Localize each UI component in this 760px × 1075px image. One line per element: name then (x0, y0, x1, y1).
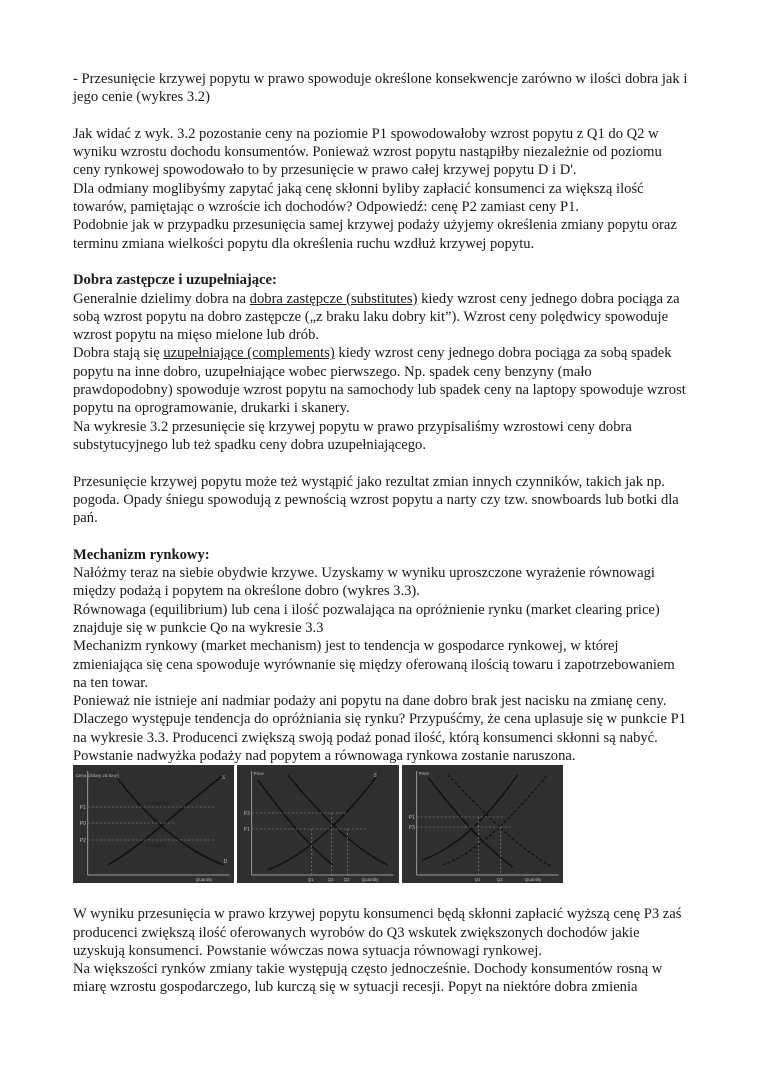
p3-label: P3 (408, 825, 415, 832)
intro-paragraph-4: Podobnie jak w przypadku przesunięcia samej krzywej podaży użyjemy określenia zmiany popytu oraz terminu zmiana wielkości popytu dla określenia ruchu wzdłuż krzywej popytu. (73, 217, 677, 252)
shortage-label: Niedobór (145, 843, 166, 850)
y-axis-label: Price (253, 771, 265, 777)
chart-panel-joint-shift (402, 765, 563, 883)
p1-label: P1 (79, 805, 86, 812)
mechanism-paragraph-5: Dlaczego występuje tendencja do opróżniania się rynku? Przypuśćmy, że cena uplasuje się w punkcie P1 na wykresie 3.3. Producenci zwiększą swoją podaż ponad ilość, którą konsumenci skłonni są nabyć. Powstanie nadwyżka podaży nad popytem a równowaga rynkowa zostanie naruszona. (73, 711, 687, 764)
demand-curve-d (427, 777, 512, 867)
q1-label: Q1 (307, 877, 315, 883)
intro-paragraph-1: - Przesunięcie krzywej popytu w prawo spowoduje określone konsekwencje zarówno w ilości dobra jak i jego cenie (wykres 3.2) (73, 71, 688, 106)
s-label: S (221, 775, 226, 782)
surplus-label: Nadwyżka (145, 801, 169, 808)
mechanism-paragraph-2: Równowaga (equilibrium) lub cena i ilość pozwalająca na opróżnienie rynku (market clearing price) znajduje się w punkcie Qo na wykresie 3.3 (73, 601, 660, 636)
q1-label: Q1 (474, 877, 481, 883)
market-charts-figure (73, 765, 563, 883)
chart-svg-joint-shift (402, 765, 563, 883)
mechanism-paragraph-4: Ponieważ nie istnieje ani nadmiar podaży ani popytu na dane dobro brak jest nacisku na zmianę ceny. (73, 693, 667, 710)
closing-paragraph-2: Na większości rynków zmiany takie występują często jednocześnie. Dochody konsumentów rosną w miarę wzrostu gospodarczego, lub kurczą się w sytuacji recesji. Popyt na niektóre dobra zmienia (73, 961, 663, 996)
y-axis-label: Price (418, 771, 429, 777)
substitutes-heading: Dobra zastępcze i uzupełniające: (73, 272, 277, 289)
substitutes-paragraph-4: Przesunięcie krzywej popytu może też wystąpić jako rezultat zmian innych czynników, takich jak np. pogoda. Opady śniegu spowodują z pewnością wzrost popytu a narty czy tzw. snowboards lub botki dla pań. (73, 473, 679, 527)
chart-svg-equilibrium (73, 765, 234, 883)
p3-label: P3 (243, 811, 251, 818)
substitutes-paragraph-1 (73, 290, 691, 345)
chart-svg-demand-shift (237, 765, 398, 883)
text-span: kiedy wzrost ceny jednego dobra pociąga za sobą wzrost popytu na dobro zastępcze („z braku laku dobry kit”). Wzrost ceny polędwicy spowoduje wzrost popytu na mięso mielone lub drób. (73, 290, 680, 344)
document-page (73, 70, 691, 997)
p1-label: P1 (243, 827, 251, 834)
substitutes-term: dobra zastępcze (substitutes) (249, 290, 418, 307)
closing-paragraph-1: W wyniku przesunięcia w prawo krzywej popytu konsumenci będą skłonni zapłacić wyższą cenę P3 zaś producenci zwiększą ilość oferowanych wyrobów do Q3 wskutek zwiększonych dochodów jakie uzyskują konsumenci. Powstanie wówczas nowa sytuacja równowagi rynkowej. (73, 906, 682, 959)
x-axis-label: Quantity (361, 877, 379, 883)
text-span: Dobra stają się (73, 345, 164, 362)
supply-curve-s-prime (442, 775, 547, 865)
p0-label: P0 (79, 821, 86, 828)
q2-label: Q2 (343, 877, 351, 883)
text-span: kiedy wzrost ceny jednego dobra pociąga za sobą spadek popytu na inne dobro, uzupełniające wobec pierwszego. Np. spadek ceny benzyny (mało prawdopodobny) spowoduje wzrost popytu na samochody lub spadek ceny na laptopy spowoduje wzrost popytu na oprogramowanie, drukarki i skanery. (73, 345, 686, 417)
text-span: Generalnie dzielimy dobra na (73, 290, 250, 307)
mechanism-heading: Mechanizm rynkowy: (73, 546, 210, 563)
substitutes-paragraph-3: Na wykresie 3.2 przesunięcie się krzywej popytu w prawo przypisaliśmy wzrostowi ceny dobra substytucyjnego lub też spadku ceny dobra uzupełniającego. (73, 418, 632, 453)
y-axis-label: Cena (dolary za tonę) (75, 773, 119, 779)
mechanism-paragraph-3: Mechanizm rynkowy (market mechanism) jest to tendencja w gospodarce rynkowej, w której zmieniająca się cena spowoduje wyrównanie się między oferowaną ilością towaru i zapotrzebowaniem na ten towar. (73, 638, 675, 691)
intro-paragraph-3: Dla odmiany moglibyśmy zapytać jaką cenę skłonni byliby zapłacić konsumenci za większą ilość towarów, pamiętając o wzroście ich dochodów? Odpowiedź: cenę P2 zamiast ceny P1. (73, 180, 644, 216)
p2-label: P2 (79, 838, 86, 845)
mechanism-paragraph-1: Nałóżmy teraz na siebie obydwie krzywe. Uzyskamy w wyniku uproszczone wyrażenie równowagi między podażą i popytem na określone dobro (wykres 3.3). (73, 565, 655, 600)
intro-paragraph-2: Jak widać z wyk. 3.2 pozostanie ceny na poziomie P1 spowodowałoby wzrost popytu z Q1 do Q2 w wyniku wzrostu dochodu konsumentów. Ponieważ wzrost popytu nastąpiłby niezależnie od poziomu ceny rynkowej spowodowało to by przesunięcie w prawo całej krzywej popytu D i D'. (73, 125, 662, 179)
complements-term: uzupełniające (complements) (163, 345, 335, 362)
x-axis-label: Quantity (195, 877, 213, 883)
demand-curve-d (258, 780, 333, 865)
q3-label: Q3 (327, 877, 335, 883)
x-axis-label: Quantity (524, 877, 542, 883)
s-label: S (373, 773, 378, 780)
chart-panel-demand-shift (237, 765, 398, 883)
d-label: D (223, 859, 228, 866)
q2-label: Q2 (496, 877, 503, 883)
substitutes-paragraph-2 (73, 344, 691, 417)
chart-panel-equilibrium (73, 765, 234, 883)
p1-label: P1 (408, 815, 415, 822)
